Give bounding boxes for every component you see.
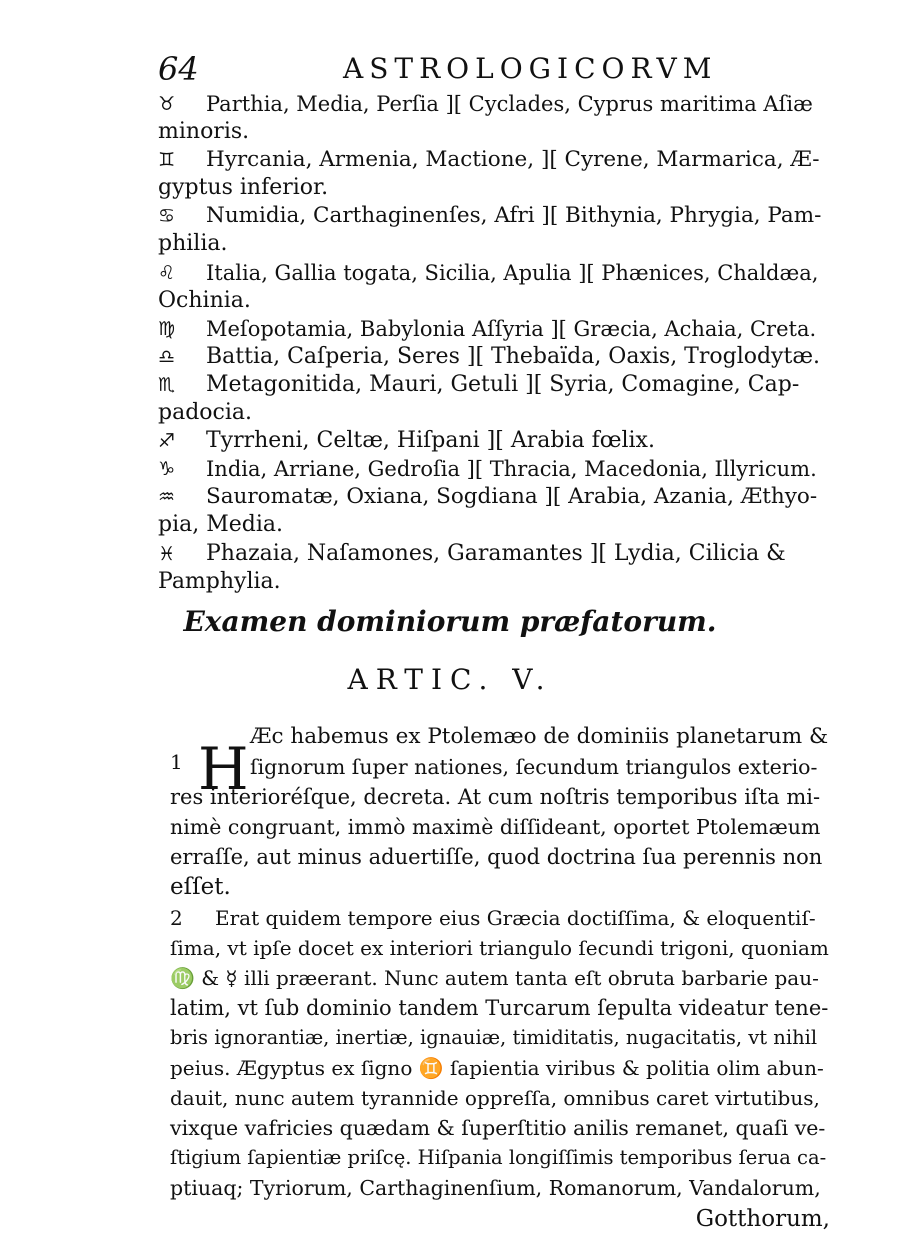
paragraph-2-line: ſima, vt ipſe docet ex interiori triangulo ſecundi trigoni, quoniam xyxy=(170,935,829,960)
zodiac-line-text: Numidia, Carthaginenſes, Afri ][ Bithynia, Phrygia, Pam- xyxy=(206,203,822,229)
cancer-icon: ♋ xyxy=(158,205,176,228)
zodiac-nations-list xyxy=(158,90,823,596)
sagittarius-icon: ♐ xyxy=(158,430,176,453)
gemini-icon: ♊ xyxy=(158,149,176,172)
zodiac-line-text: Hyrcania, Armenia, Mactione, ][ Cyrene, Marmarica, Æ- xyxy=(206,147,820,173)
zodiac-line-text: Parthia, Media, Perſia ][ Cyclades, Cyprus maritima Aſiæ xyxy=(206,92,813,116)
zodiac-line-text: Phazaia, Naſamones, Garamantes ][ Lydia, Cilicia & xyxy=(206,540,786,566)
zodiac-line-text: gyptus inferior. xyxy=(158,175,329,201)
zodiac-line-text: Tyrrheni, Celtæ, Hiſpani ][ Arabia fœlix. xyxy=(206,428,655,454)
zodiac-line-continuation xyxy=(158,174,823,202)
scorpio-icon: ♏ xyxy=(158,373,176,396)
paragraph-2-line: vixque vafricies quædam & ſuperſtitio anilis remanet, quaſi ve- xyxy=(170,1116,826,1141)
zodiac-line-continuation xyxy=(158,118,823,146)
paragraph-1-text: ſignorum ſuper nationes, ſecundum triangulos exterio- xyxy=(250,755,818,780)
zodiac-line xyxy=(158,540,823,568)
paragraph-1-line: nimè congruant, immò maximè diſſideant, oportet Ptolemæum xyxy=(170,815,821,840)
paragraph-2-line: bris ignorantiæ, inertiæ, ignauiæ, timiditatis, nugacitatis, vt nihil xyxy=(170,1025,818,1049)
paragraph-1-line xyxy=(170,752,830,782)
zodiac-line xyxy=(158,343,823,371)
paragraph-number: 2 xyxy=(170,905,183,930)
zodiac-line-text: philia. xyxy=(158,231,228,257)
zodiac-line xyxy=(158,146,823,174)
article-heading: ARTIC. V. xyxy=(347,663,553,696)
paragraph-number: 1 xyxy=(170,750,183,774)
zodiac-line-text: Battia, Caſperia, Seres ][ Thebaïda, Oaxis, Troglodytæ. xyxy=(206,343,821,369)
zodiac-line xyxy=(158,483,823,511)
leo-icon: ♌ xyxy=(158,261,176,284)
paragraph-2-line: dauit, nunc autem tyrannide oppreſſa, omnibus caret virtutibus, xyxy=(170,1086,820,1111)
catchword-line: Gotthorum, xyxy=(695,1205,830,1232)
zodiac-line-text: Pamphylia. xyxy=(158,568,281,594)
section-heading: Examen dominiorum præfatorum. xyxy=(183,605,717,638)
paragraph-2-line: peius. Ægyptus ex ſigno ♊ ſapientia viribus & politia olim abun- xyxy=(170,1056,824,1081)
zodiac-line-text: padocia. xyxy=(158,400,252,426)
running-title: ASTROLOGICORVM xyxy=(343,52,718,85)
paragraph-1-text: Æc habemus ex Ptolemæo de dominiis planetarum & xyxy=(250,724,829,749)
body-text xyxy=(170,722,830,1234)
zodiac-line-text: India, Arriane, Gedroſia ][ Thracia, Macedonia, Illyricum. xyxy=(206,457,817,482)
paragraph-2-line: ptiuaq; Tyriorum, Carthaginenſium, Romanorum, Vandalorum, xyxy=(170,1176,821,1201)
virgo-icon: ♍ xyxy=(158,317,176,340)
paragraph-2-line: ſtigium ſapientiæ priſcę. Hiſpania longiſſimis temporibus ſerua ca- xyxy=(170,1146,827,1170)
zodiac-line-text: Metagonitida, Mauri, Getuli ][ Syria, Comagine, Cap- xyxy=(206,371,800,397)
zodiac-line xyxy=(158,455,823,483)
aquarius-icon: ♒ xyxy=(158,486,176,509)
zodiac-line xyxy=(158,202,823,230)
page-number: 64 xyxy=(158,50,199,88)
zodiac-line-continuation xyxy=(158,287,823,315)
page-header xyxy=(158,50,818,90)
paragraph-1-line: erraſſe, aut minus aduertiſſe, quod doctrina ſua perennis non xyxy=(170,845,823,870)
capricorn-icon: ♑ xyxy=(158,458,176,481)
paragraph-2-line xyxy=(170,903,830,933)
zodiac-line-continuation xyxy=(158,399,823,427)
zodiac-line-text: pia, Media. xyxy=(158,512,283,538)
libra-icon: ♎ xyxy=(158,345,176,368)
zodiac-line xyxy=(158,90,823,118)
zodiac-line-text: Meſopotamia, Babylonia Aſſyria ][ Græcia, Achaia, Creta. xyxy=(206,316,817,341)
zodiac-line-continuation xyxy=(158,230,823,258)
zodiac-line xyxy=(158,315,823,343)
zodiac-line xyxy=(158,259,823,287)
drop-initial: H xyxy=(198,735,249,803)
zodiac-line-text: minoris. xyxy=(158,119,250,145)
paragraph-2-text: Erat quidem tempore eius Græcia doctiſſima, & eloquentiſ- xyxy=(215,905,816,930)
zodiac-line-text: Italia, Gallia togata, Sicilia, Apulia ][ Phænices, Chaldæa, xyxy=(206,260,819,285)
zodiac-line-text: Sauromatæ, Oxiana, Sogdiana ][ Arabia, Azania, Æthyo- xyxy=(206,484,818,510)
paragraph-1-line: res interioréſque, decreta. At cum noſtris temporibus iſta mi- xyxy=(170,785,821,810)
zodiac-line xyxy=(158,427,823,455)
paragraph-2-line: latim, vt ſub dominio tandem Turcarum ſepulta videatur tene- xyxy=(170,995,829,1020)
zodiac-line-text: Ochinia. xyxy=(158,287,251,313)
zodiac-line-continuation xyxy=(158,568,823,596)
taurus-icon: ♉ xyxy=(158,93,176,115)
zodiac-line-continuation xyxy=(158,511,823,539)
paragraph-2-line: ♍ & ☿ illi præerant. Nunc autem tanta eſt obruta barbarie pau- xyxy=(170,965,819,990)
zodiac-line xyxy=(158,371,823,399)
pisces-icon: ♓ xyxy=(158,542,176,565)
paragraph-1-line: eſſet. xyxy=(170,874,231,901)
